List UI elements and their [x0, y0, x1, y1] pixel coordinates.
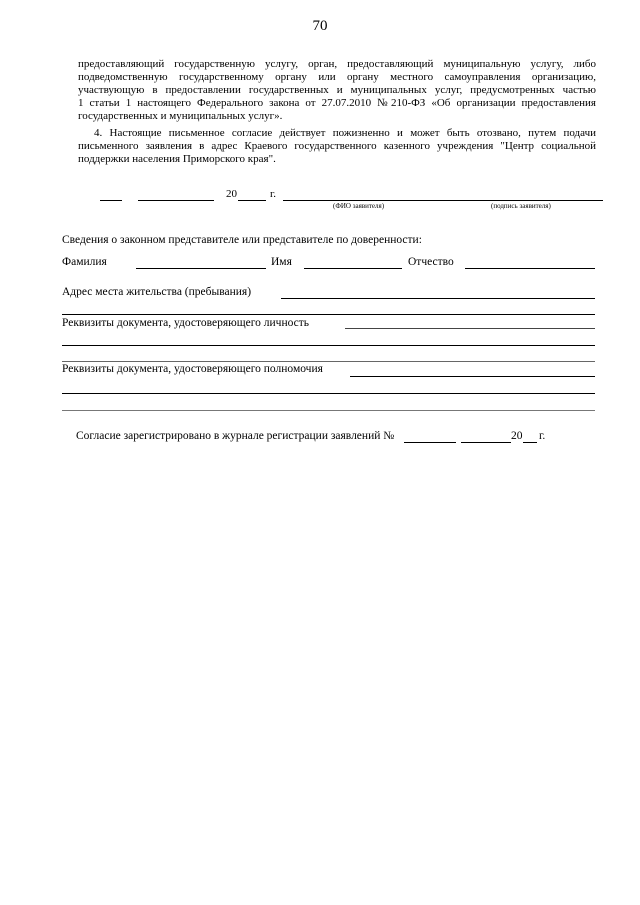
address-label: Адрес места жительства (пребывания)	[62, 286, 252, 298]
identity-doc-label: Реквизиты документа, удостоверяющего личность	[62, 317, 310, 329]
year-suffix: г.	[270, 188, 277, 200]
text-line: поддержки населения Приморского края".	[78, 153, 276, 165]
text-line: письменного заявления в адрес Краевого государственного казенного учреждения "Центр социальной	[78, 140, 596, 152]
authority-doc-field-continuation[interactable]	[62, 393, 595, 394]
representative-heading: Сведения о законном представителе или представителе по доверенности:	[62, 234, 422, 246]
text-line: государственных и муниципальных услуг».	[78, 110, 283, 122]
year-blank[interactable]	[238, 200, 266, 201]
registration-date-field[interactable]	[461, 442, 511, 443]
divider	[62, 410, 595, 411]
text-line: 1 статьи 1 настоящего Федерального закона от 27.07.2010 №210-ФЗ «Об организации предоставления	[78, 97, 596, 109]
year-prefix: 20	[226, 188, 237, 200]
paragraph-4	[78, 127, 596, 166]
address-field-continuation[interactable]	[62, 314, 595, 315]
paragraph-continuation	[78, 58, 596, 123]
patronymic-label: Отчество	[408, 256, 454, 268]
identity-doc-field-continuation[interactable]	[62, 345, 595, 346]
page-number: 70	[312, 18, 328, 34]
signature-caption: (подпись заявителя)	[491, 202, 551, 210]
name-label: Имя	[271, 256, 292, 268]
registration-year-suffix: г.	[539, 430, 546, 442]
registration-number-field[interactable]	[404, 442, 456, 443]
day-blank[interactable]	[100, 200, 122, 201]
patronymic-field[interactable]	[465, 268, 595, 269]
authority-doc-label: Реквизиты документа, удостоверяющего полномочия	[62, 363, 323, 375]
text-line: участвующую в предоставлении государственных и муниципальных услуг, предусмотренных частью	[78, 84, 596, 96]
authority-doc-field[interactable]	[350, 376, 595, 377]
surname-field[interactable]	[136, 268, 266, 269]
month-blank[interactable]	[138, 200, 214, 201]
registration-year-prefix: 20	[511, 430, 523, 442]
fio-signature-blank[interactable]	[283, 200, 603, 201]
registration-text: Согласие зарегистрировано в журнале регистрации заявлений №	[76, 430, 395, 442]
text-line: подведомственную государственному органу или органу местного самоуправления организацию,	[78, 71, 596, 83]
address-field[interactable]	[281, 298, 595, 299]
text-line: предоставляющий государственную услугу, орган, предоставляющий муниципальную услугу, либо	[78, 58, 596, 70]
text-line: 4. Настоящие письменное согласие действует пожизненно и может быть отозвано, путем подачи	[94, 127, 596, 139]
identity-doc-field[interactable]	[345, 328, 595, 329]
surname-label: Фамилия	[62, 256, 107, 268]
registration-year-field[interactable]	[523, 442, 537, 443]
name-field[interactable]	[304, 268, 402, 269]
divider	[62, 361, 595, 362]
fio-caption: (ФИО заявителя)	[333, 202, 385, 210]
